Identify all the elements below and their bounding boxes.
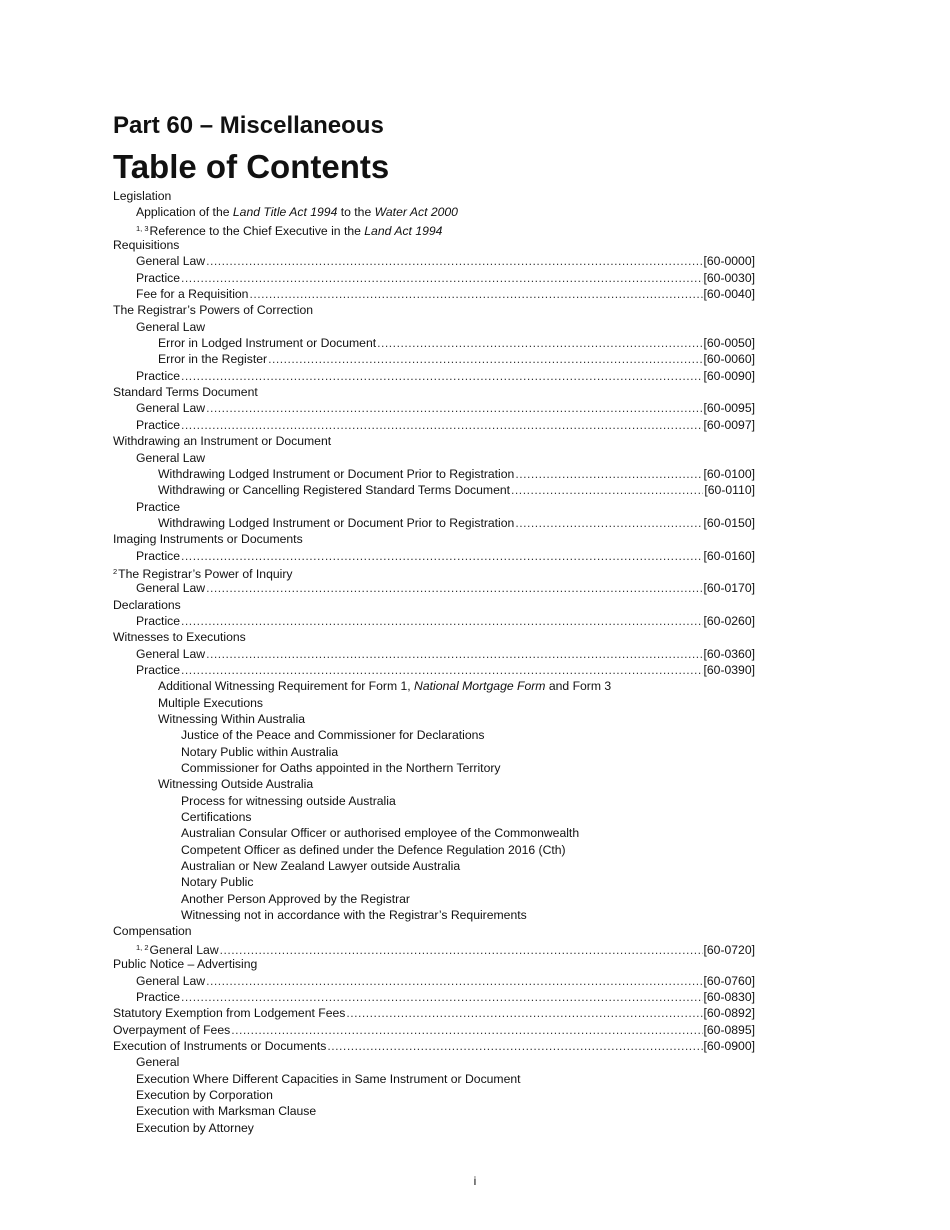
toc-entry-text: Australian or New Zealand Lawyer outside Australia [181, 859, 461, 874]
toc-entry-text: Withdrawing an Instrument or Document [113, 434, 332, 449]
paragraph-reference[interactable]: [60-0900] [703, 1038, 755, 1053]
toc-entry[interactable] [113, 368, 755, 384]
toc-entry-label [136, 613, 180, 629]
toc-entry [113, 776, 755, 792]
dot-leader [206, 973, 702, 989]
toc-entry[interactable] [113, 580, 755, 596]
toc-entry[interactable] [113, 466, 755, 482]
toc-entry-label [136, 286, 248, 302]
toc-entry-text: General Law [136, 319, 206, 334]
toc-entry-label [113, 433, 331, 449]
toc-entry-label [136, 548, 180, 564]
toc-entry-label [158, 482, 510, 498]
toc-entry-text: and Form 3 [545, 679, 612, 694]
toc-entry [113, 221, 755, 237]
paragraph-reference[interactable]: [60-0040] [703, 287, 755, 302]
toc-entry-text: Justice of the Peace and Commissioner for Declarations [181, 728, 485, 743]
toc-entry-label [136, 400, 205, 416]
paragraph-reference[interactable]: [60-0170] [703, 581, 755, 596]
toc-entry-text: Standard Terms Document [113, 385, 258, 400]
toc-entry[interactable] [113, 548, 755, 564]
toc-entry [113, 923, 755, 939]
toc-entry [113, 1120, 755, 1136]
toc-entry-label [158, 335, 376, 351]
toc-entry [113, 597, 755, 613]
toc-entry[interactable] [113, 940, 755, 956]
toc-entry-text: Practice [136, 613, 181, 628]
toc-entry-text: General Law [136, 581, 206, 596]
toc-entry-text: Practice [136, 548, 181, 563]
toc-entry [113, 1054, 755, 1070]
toc-entry[interactable] [113, 400, 755, 416]
toc-entry-text: Execution with Marksman Clause [136, 1104, 317, 1119]
paragraph-reference[interactable]: [60-0050] [703, 336, 755, 351]
paragraph-reference[interactable]: [60-0097] [703, 417, 755, 432]
dot-leader [515, 515, 702, 531]
toc-entry-label [136, 646, 205, 662]
toc-entry-label [113, 302, 313, 318]
toc-entry-label [136, 204, 458, 220]
toc-entry [113, 711, 755, 727]
dot-leader [511, 482, 703, 498]
toc-entry [113, 237, 755, 253]
footnote-marker: 1, 2 [136, 942, 149, 952]
toc-entry-label [181, 727, 484, 743]
toc-entry-label [136, 973, 205, 989]
paragraph-reference[interactable]: [60-0060] [703, 352, 755, 367]
toc-entry-text: General Law [136, 646, 206, 661]
toc-entry [113, 204, 755, 220]
paragraph-reference[interactable]: [60-0150] [703, 515, 755, 530]
dot-leader [231, 1022, 702, 1038]
toc-entry [113, 302, 755, 318]
paragraph-reference[interactable]: [60-0390] [703, 662, 755, 677]
dot-leader [181, 989, 702, 1005]
toc-entry[interactable] [113, 1038, 755, 1054]
toc-entry-text: Notary Public [181, 875, 254, 890]
toc-entry-text: Error in the Register [158, 352, 268, 367]
toc-entry-label [136, 1071, 521, 1087]
toc-entry-text: Practice [136, 989, 181, 1004]
footnote-marker: 2 [113, 566, 118, 576]
toc-entry-text: Practice [136, 499, 181, 514]
toc-entry-text: Another Person Approved by the Registrar [181, 891, 410, 906]
dot-leader [181, 548, 702, 564]
toc-entry [113, 629, 755, 645]
toc-entry-label [181, 842, 566, 858]
toc-entry[interactable] [113, 253, 755, 269]
act-title-italic: Water Act 2000 [374, 205, 458, 220]
toc-entry-text: Withdrawing Lodged Instrument or Document Prior to Registration [158, 466, 515, 481]
dot-leader [220, 942, 703, 958]
dot-leader [206, 646, 702, 662]
dot-leader [206, 400, 702, 416]
toc-entry-text: Fee for a Requisition [136, 287, 249, 302]
dot-leader [346, 1005, 702, 1021]
act-title-italic: Land Act 1994 [364, 223, 443, 238]
toc-entry[interactable] [113, 1005, 755, 1021]
toc-entry [113, 678, 755, 694]
toc-entry-label [181, 809, 251, 825]
dot-leader [206, 580, 702, 596]
toc-entry-label [113, 956, 257, 972]
toc-entry[interactable] [113, 286, 755, 302]
toc-entry [113, 319, 755, 335]
dot-leader [515, 466, 702, 482]
toc-entry-text: Practice [136, 368, 181, 383]
toc-entry [113, 531, 755, 547]
toc-entry-text: Application of the [136, 205, 233, 220]
toc-entry-label [181, 760, 501, 776]
toc-entry-text: General Law [149, 942, 219, 957]
toc-entry-text: Legislation [113, 189, 172, 203]
toc-entry [113, 793, 755, 809]
footnote-marker: 1, 3 [136, 223, 149, 233]
dot-leader [327, 1038, 702, 1054]
paragraph-reference[interactable]: [60-0000] [703, 254, 755, 269]
toc-entry [113, 1071, 755, 1087]
toc-entry-label [136, 662, 180, 678]
toc-entry-label [113, 531, 303, 547]
dot-leader [249, 286, 702, 302]
toc-entry-text: Execution Where Different Capacities in Same Instrument or Document [136, 1071, 521, 1086]
toc-entry-label [181, 874, 253, 890]
dot-leader [268, 351, 702, 367]
toc-entry-label [158, 351, 267, 367]
toc-entry-label [113, 629, 246, 645]
toc-entry [113, 744, 755, 760]
toc-entry [113, 891, 755, 907]
toc-entry-label [136, 368, 180, 384]
toc-entry-label [181, 793, 396, 809]
toc-entry-label [136, 1087, 273, 1103]
toc-entry-text: Practice [136, 417, 181, 432]
toc-entry[interactable] [113, 989, 755, 1005]
toc-entry-label [181, 891, 410, 907]
toc-entry [113, 907, 755, 923]
toc-entry-label [158, 776, 313, 792]
paragraph-reference[interactable]: [60-0090] [703, 368, 755, 383]
toc-entry-text: Competent Officer as defined under the Defence Regulation 2016 (Cth) [181, 842, 566, 857]
toc-entry-text: General [136, 1055, 180, 1070]
toc-entry-label [113, 1022, 230, 1038]
toc-entry [113, 809, 755, 825]
toc-entry-text: Overpayment of Fees [113, 1022, 231, 1037]
toc-entry [113, 450, 755, 466]
dot-leader [181, 662, 702, 678]
toc-entry-text: Witnesses to Executions [113, 630, 246, 645]
part-title: Part 60 – Miscellaneous [113, 112, 384, 139]
toc-entry-label [181, 858, 460, 874]
toc-entry-text: Process for witnessing outside Australia [181, 793, 396, 808]
dot-leader [181, 270, 702, 286]
toc-entry-label [136, 1103, 316, 1119]
toc-entry [113, 433, 755, 449]
toc-entry-text: The Registrar’s Power of Inquiry [118, 566, 293, 581]
paragraph-reference[interactable]: [60-0830] [703, 989, 755, 1004]
table-of-contents [113, 188, 755, 1136]
toc-entry [113, 564, 755, 580]
toc-entry [113, 874, 755, 890]
toc-entry [113, 1103, 755, 1119]
toc-entry-text: Additional Witnessing Requirement for Form 1, [158, 679, 415, 694]
toc-entry-text: Compensation [113, 924, 192, 939]
toc-entry-label [136, 450, 205, 466]
toc-entry-label [136, 989, 180, 1005]
toc-entry[interactable] [113, 417, 755, 433]
toc-entry-text: Witnessing Outside Australia [158, 777, 314, 792]
toc-entry-text: General Law [136, 450, 206, 465]
toc-entry-text: Requisitions [113, 238, 180, 253]
toc-entry-label [113, 384, 258, 400]
toc-entry-text: General Law [136, 973, 206, 988]
toc-entry [113, 1087, 755, 1103]
toc-entry[interactable] [113, 335, 755, 351]
toc-entry-label [136, 417, 180, 433]
toc-entry-text: Execution of Instruments or Documents [113, 1038, 327, 1053]
toc-entry-label [158, 515, 514, 531]
dot-leader [377, 335, 702, 351]
toc-entry[interactable] [113, 482, 755, 498]
toc-entry-label [181, 744, 338, 760]
toc-entry-text: Declarations [113, 597, 181, 612]
toc-entry-label [181, 907, 527, 923]
toc-entry-text: Statutory Exemption from Lodgement Fees [113, 1006, 346, 1021]
toc-entry-label [113, 597, 181, 613]
paragraph-reference[interactable]: [60-0760] [703, 973, 755, 988]
toc-entry [113, 188, 755, 204]
dot-leader [181, 613, 702, 629]
toc-entry-text: Notary Public within Australia [181, 744, 339, 759]
toc-entry[interactable] [113, 351, 755, 367]
paragraph-reference[interactable]: [60-0360] [703, 646, 755, 661]
toc-entry [113, 842, 755, 858]
dot-leader [206, 253, 702, 269]
paragraph-reference[interactable]: [60-0095] [703, 401, 755, 416]
toc-entry-text: Witnessing Within Australia [158, 712, 305, 726]
toc-entry-label [113, 1005, 345, 1021]
toc-entry-text: Public Notice – Advertising [113, 957, 258, 972]
toc-entry-text: Australian Consular Officer or authorised employee of the Commonwealth [181, 826, 580, 841]
toc-entry[interactable] [113, 973, 755, 989]
toc-entry-label [158, 466, 514, 482]
page-number: i [473, 1174, 477, 1188]
toc-entry [113, 858, 755, 874]
toc-entry-label [113, 1038, 326, 1054]
toc-entry-text: Commissioner for Oaths appointed in the Northern Territory [181, 761, 501, 776]
toc-entry-label [158, 678, 611, 694]
toc-entry-label [181, 825, 579, 841]
toc-entry-label [113, 923, 192, 939]
toc-entry-label [113, 188, 171, 204]
toc-entry-label [136, 221, 442, 239]
toc-entry [113, 499, 755, 515]
toc-entry-label [136, 319, 205, 335]
toc-entry-text: The Registrar’s Powers of Correction [113, 303, 314, 318]
toc-entry-label [136, 580, 205, 596]
toc-entry-text: Witnessing not in accordance with the Registrar’s Requirements [181, 908, 527, 923]
toc-entry[interactable] [113, 515, 755, 531]
toc-entry-text: Certifications [181, 810, 252, 825]
toc-entry [113, 956, 755, 972]
toc-entry [113, 695, 755, 711]
act-title-italic: Land Title Act 1994 [232, 205, 338, 220]
paragraph-reference[interactable]: [60-0160] [703, 548, 755, 563]
toc-entry-text: Execution by Corporation [136, 1087, 273, 1102]
toc-entry-text: Practice [136, 662, 181, 677]
toc-entry-label [158, 711, 305, 727]
toc-entry-label [158, 695, 263, 711]
toc-entry-text: to the [337, 205, 375, 220]
toc-entry[interactable] [113, 1022, 755, 1038]
toc-entry-text: Imaging Instruments or Documents [113, 532, 303, 547]
toc-title: Table of Contents [113, 148, 390, 185]
toc-entry-text: Practice [136, 270, 181, 285]
paragraph-reference[interactable]: [60-0100] [703, 466, 755, 481]
paragraph-reference[interactable]: [60-0110] [704, 483, 755, 498]
toc-entry [113, 727, 755, 743]
toc-entry-label [136, 253, 205, 269]
toc-entry-text: General Law [136, 401, 206, 416]
toc-entry-label [113, 237, 179, 253]
dot-leader [181, 417, 702, 433]
toc-entry-text: Multiple Executions [158, 695, 263, 710]
paragraph-reference[interactable]: [60-0892] [703, 1006, 755, 1021]
toc-entry[interactable] [113, 646, 755, 662]
toc-entry-label [136, 1120, 254, 1136]
toc-entry[interactable] [113, 270, 755, 286]
toc-entry[interactable] [113, 662, 755, 678]
toc-entry [113, 384, 755, 400]
toc-entry[interactable] [113, 613, 755, 629]
toc-entry-text: Error in Lodged Instrument or Document [158, 336, 377, 351]
toc-entry [113, 825, 755, 841]
act-title-italic: National Mortgage Form [414, 679, 546, 694]
paragraph-reference[interactable]: [60-0720] [703, 942, 755, 957]
paragraph-reference[interactable]: [60-0260] [703, 613, 755, 628]
toc-entry-label [136, 270, 180, 286]
toc-entry-text: General Law [136, 254, 206, 269]
paragraph-reference[interactable]: [60-0030] [703, 270, 755, 285]
paragraph-reference[interactable]: [60-0895] [703, 1022, 755, 1037]
toc-entry-text: Withdrawing Lodged Instrument or Document Prior to Registration [158, 515, 515, 530]
toc-entry-text: Withdrawing or Cancelling Registered Standard Terms Document [158, 483, 511, 498]
toc-entry-text: Execution by Attorney [136, 1120, 254, 1135]
toc-entry-label [136, 1054, 179, 1070]
toc-entry-label [136, 499, 180, 515]
toc-entry-text: Reference to the Chief Executive in the [149, 223, 365, 238]
dot-leader [181, 368, 702, 384]
toc-entry [113, 760, 755, 776]
